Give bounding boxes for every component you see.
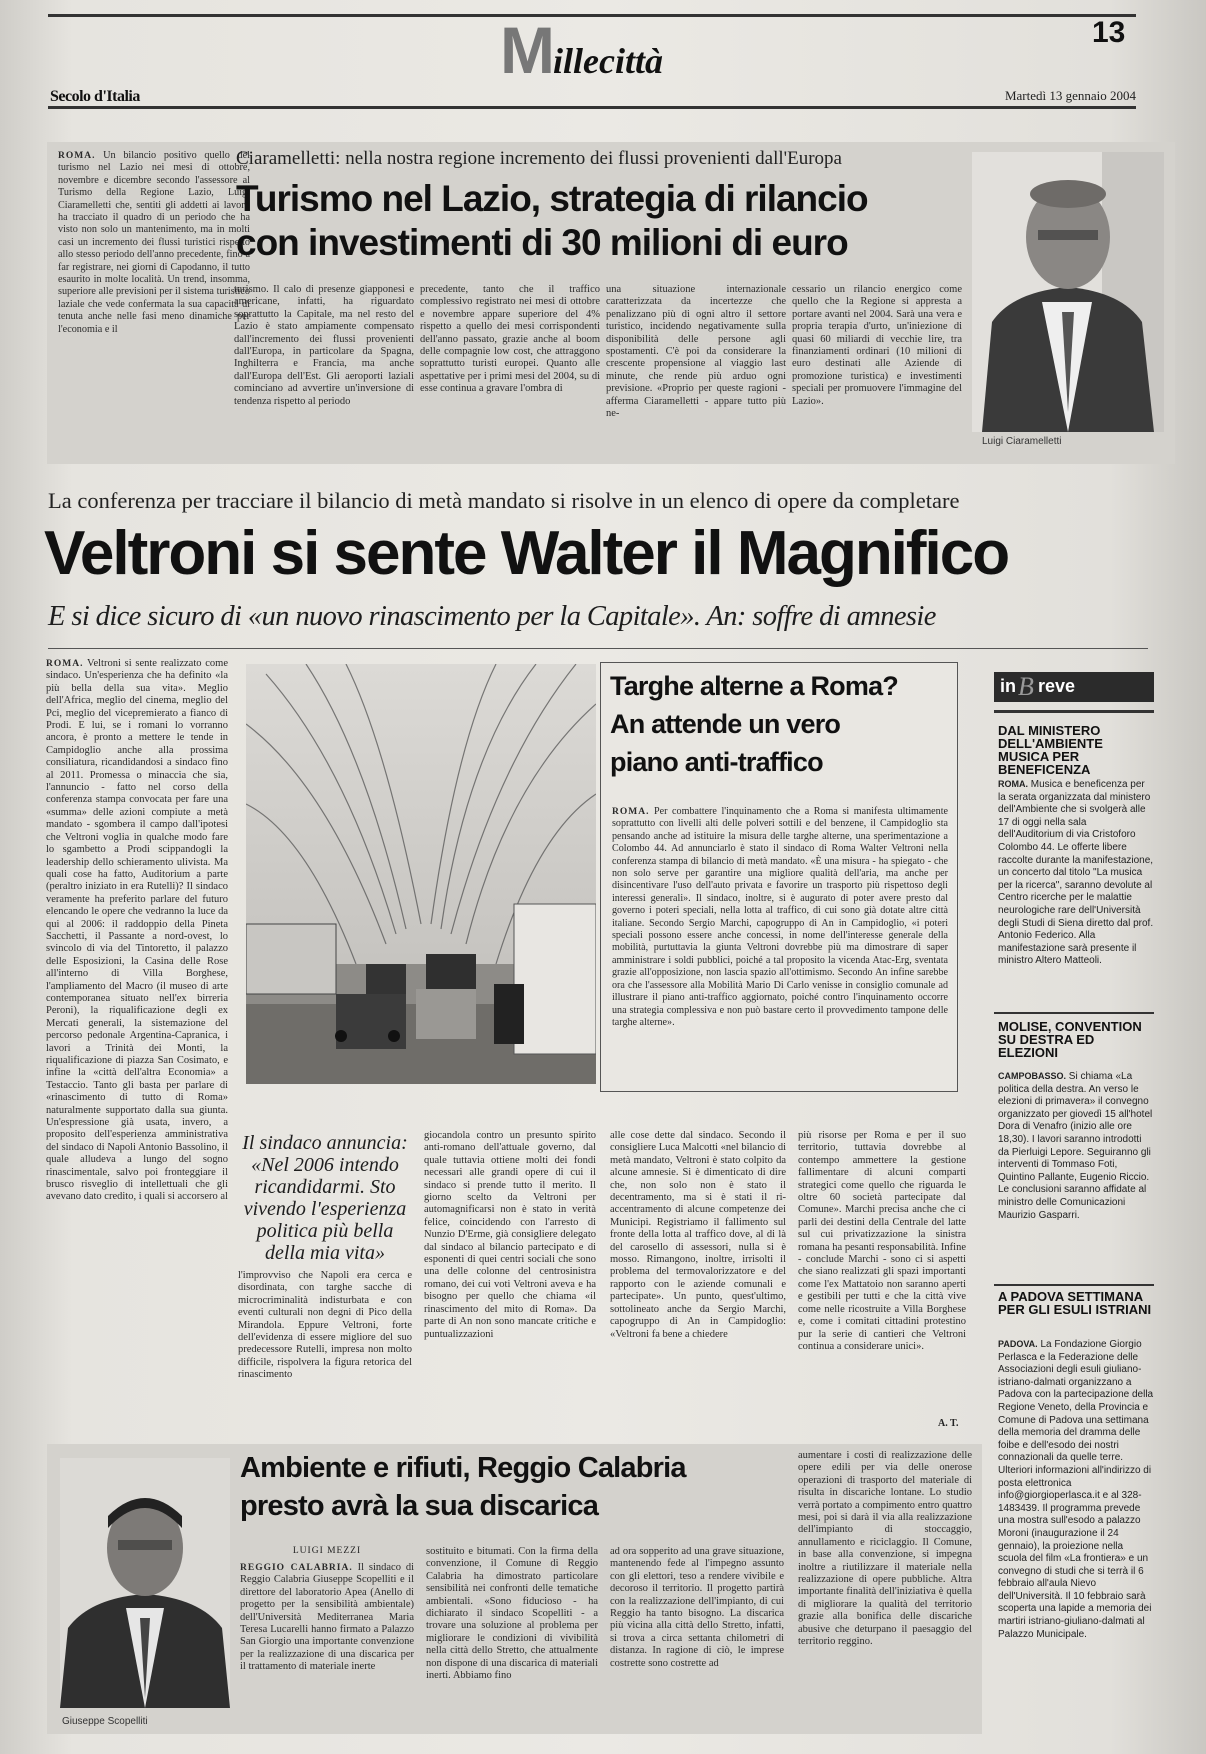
pull-quote: Il sindaco annuncia: «Nel 2006 intendo ricandidarmi. Sto vivendo l'esperienza politica più bella della mia vita» xyxy=(242,1132,408,1264)
scopelliti-caption: Giuseppe Scopelliti xyxy=(62,1716,148,1727)
brief-2-body: Si chiama «La politica della destra. An verso le elezioni di primavera» il convegno organizzato per giovedì 15 all'hotel Dora di Venafro (inizio alle ore 18,30). I lavori saranno introdotti da Pierluigi Lepore. Seguiranno gli interventi di Tommaso Foti, Quintino Pallante, Eugenio Riccio. Le conclusioni saranno affidate al ministro delle Comunicazioni Maurizio Gasparri. xyxy=(998,1071,1153,1221)
ciaramelletti-caption: Luigi Ciaramelletti xyxy=(982,436,1062,447)
brief-2-headline: MOLISE, CONVENTION SU DESTRA ED ELEZIONI xyxy=(998,1019,1142,1060)
veltroni-signature: A. T. xyxy=(938,1418,959,1429)
tourism-headline-2: con investimenti di 30 milioni di euro xyxy=(236,222,848,263)
tourism-col-4: cessario un rilancio energico come quello che la Regione si appresta a portare avanti nel 2004. Sarà una vera e propria terapia d'urto, un'iniezione di quasi 60 miliardi di vecchie lire, tra finanziamenti ordinari (10 milioni di euro destinati alle Aziende di promozione turistica) e investimenti speciali per promuovere l'immagine del Lazio». xyxy=(792,284,962,407)
main-headline-rule xyxy=(48,648,1148,649)
traffic-dateline: ROMA. xyxy=(612,807,650,817)
in-breve-initial: B xyxy=(1018,672,1034,701)
traffic-photo xyxy=(246,664,596,1084)
veltroni-left-col xyxy=(46,658,228,1436)
brief-3-dateline: PADOVA. xyxy=(998,1339,1038,1349)
traffic-image xyxy=(246,664,596,1084)
brief-3-body: La Fondazione Giorgio Perlasca e la Federazione delle Associazioni degli esuli giuliano-istriano-dalmati organizzano a Padova con la partecipazione della Regione Veneto, della Provincia e Comune di Padova una settimana della memoria del dramma delle foibe e dell'esodo dei nostri connazionali da quelle terre. Ulteriori informazioni all'indirizzo di posta elettronica info@giorgioperlasca.it e al 328-1483439. Il programma prevede una mostra sull'esodo a palazzo Moroni (inaugurazione il 24 gennaio), la proiezione nella scuola del film «La frontiera» e un convegno di studi che si terrà il 6 febbraio all'aula Nievo dell'Università. Il 10 febbraio sarà scoperta una lapide a memoria dei martiri istriano-giuliano-dalmati al Palazzo Municipale. xyxy=(998,1339,1154,1640)
veltroni-col-c: giocandola contro un presunto spirito anti-romano dell'attuale governo, dal quale tuttavia ottiene molti dei fondi necessari alle grandi opere di cui il sindaco si prende tutto il merito. Il giorno scelto da Veltroni per automagnificarsi non è stato in verità felice, coincidendo con l'arresto di Nunzio D'Erme, già consigliere delegato dal sindaco al bilancio partecipato e di esponenti di quei centri sociali che sono una delle colonne del centrosinistra romano, dei cui voti Veltroni aveva e ha bisogno per quello che chiama «il rinascimento del mito di Roma». Da parte di An non sono mancate critiche e puntualizzazioni xyxy=(424,1130,596,1340)
tourism-kicker: Ciaramelletti: nella nostra regione incremento dei flussi provenienti dall'Europa xyxy=(236,148,842,169)
main-headline: Veltroni si sente Walter il Magnifico xyxy=(44,519,1009,588)
ciaramelletti-photo xyxy=(972,152,1164,432)
traffic-headline-2: An attende un vero xyxy=(610,709,841,739)
scopelliti-image xyxy=(60,1458,230,1708)
portrait-image xyxy=(972,152,1164,432)
reggio-headline-2: presto avrà la sua discarica xyxy=(240,1490,599,1522)
reggio-col-3: ad ora sopperito ad una grave situazione, mantenendo fede al l'impegno assunto con gli elettori, teso a rendere vivibile e decoroso il territorio. Il progetto partirà con la realizzazione dell'impianto, di cui Reggio ha tanto bisogno. La discarica più vicina alla città dello Stretto, infatti, si trova a circa settanta chilometri di distanza. In ragione di ciò, le imprese costrette sono costrette ad xyxy=(610,1546,784,1669)
brief-1-dateline: ROMA. xyxy=(998,779,1028,789)
scopelliti-photo xyxy=(60,1458,230,1708)
traffic-body-text: Per combattere l'inquinamento che a Roma si manifesta ultimamente soprattutto con livelli alti delle polveri sottili e del benzene, il Campidoglio sta pensando anche ad istituire la misura delle targhe alterne, una sperimentazione a Colombo 44. Ad annunciarlo è stato il sindaco di Roma Walter Veltroni nella conferenza stampa di bilancio di metà mandato. «È una misura - ha spiegato - che non solo serve per garantire una migliore qualità dell'aria, ma anche per disincentivare l'uso dell'auto privata e favorire un trasporto più rispettoso degli interessi generali». Il sindaco, inoltre, si è augurato di poter avere presto dal governo i poteri speciali, nella lotta al traffico, di cui sono già dotate altre città italiane. Secondo Sergio Marchi, capogruppo di An in Campidoglio, «i poteri speciali possono essere anche concessi, in nome dell'interesse generale della mobilità, purtuttavia la giunta Veltroni dovrebbe più ma dimostrare di saper amministrare i soldi pubblici, poiché a tal proposito la vicenda Atac-Erg, sventata grazie all'opposizione, non lascia spazio all'ottimismo. Secondo An infine sarebbe ora che l'assessore alla Mobilità Mario Di Carlo venisse in consiglio comunale ad illustrare il piano anti-traffico aggiornato, poiché contro l'inquinamento occorre una strategia complessiva e non può bastare certo il provvedimento tampone delle targhe alterne». xyxy=(612,806,948,1028)
brief-rule-1 xyxy=(994,1012,1154,1014)
traffic-body xyxy=(612,806,948,1082)
page-number: 13 xyxy=(1092,16,1126,49)
reggio-col-1-text: Il sindaco di Reggio Calabria Giuseppe Scopelliti e il direttore del laboratorio Apea (Anello di progetto per la sensibilità ambientale) dell'Università Mediterranea Maria Teresa Lucarelli hanno firmato a Palazzo San Giorgio una importante convenzione per la realizzazione di una discarica per il trattamento di materiale inerte xyxy=(240,1562,414,1673)
main-subheadline: E si dice sicuro di «un nuovo rinascimento per la Capitale». An: soffre di amnesie xyxy=(48,601,936,632)
veltroni-dateline: ROMA. xyxy=(46,659,84,669)
brief-1-text xyxy=(998,778,1154,1006)
tourism-intro-text: Un bilancio positivo quello del turismo nel Lazio nei mesi di ottobre, novembre e dicembre secondo l'assessore al Turismo della Regione Lazio, Luigi Ciaramelletti che, sentiti gli addetti ai lavori, ha tracciato il quadro di un periodo che ha visto non solo un mantenimento, ma in molti casi un incremento dei flussi turistici rispetto allo stesso periodo dell'anno precedente, fino a far registrare, nei giorni di Capodanno, il tutto esaurito in molte località. Un trend, insomma, superiore alle previsioni per il sistema turistico laziale che vede confermata la sua capacità di tenuta anche nelle fasi meno dinamiche per l'economia e il xyxy=(58,150,250,335)
tourism-headline-1: Turismo nel Lazio, strategia di rilancio xyxy=(236,178,868,219)
reggio-byline: LUIGI MEZZI xyxy=(292,1546,362,1556)
reggio-col-4: aumentare i costi di realizzazione delle opere edili per via delle onerose operazioni di trasporto del materiale di risulta in discariche lontane. Lo studio verrà portato a compimento entro quattro mesi, poi si darà il via alla realizzazione dell'impianto di stoccaggio, annullamento e riciclaggio. Il Comune, in base alla convenzione, si impegna inoltre a riutilizzare il materiale nella realizzazione di opere pubbliche. Altra importante finalità dell'iniziativa è quella di migliorare la qualità del territorio grazie alla bonifica delle discariche abusive che deturpano il paesaggio del territorio reggino. xyxy=(798,1450,972,1648)
section-title-initial: M xyxy=(500,13,553,87)
reggio-dateline: REGGIO CALABRIA. xyxy=(240,1563,353,1573)
brief-1-body: Musica e beneficenza per la serata organizzata dal ministero dell'Ambiente che si svolgerà alle 17 di oggi nella sala dell'Auditorium di via Cristoforo Colombo 44. Le offerte libere raccolte durante la manifestazione, un concerto dal titolo "La musica per la ricerca", saranno devolute al Centro ricerche per le malattie neurologiche rare dell'Università degli Studi di Siena diretto dal prof. Antonio Federico. Alla manifestazione sarà presente il ministro Altero Matteoli. xyxy=(998,779,1154,967)
section-title xyxy=(500,13,663,87)
reggio-col-2: sostituito e bitumati. Con la firma della convenzione, il Comune di Reggio Calabria ha dimostrato particolare sensibilità nei confronti delle tematiche ambientali. «Sono fiducioso - ha dichiarato il sindaco Scopelliti - a trovare una soluzione al problema per migliorare le condizioni di vivibilità nella città dello Stretto, che attualmente non dispone di una discarica di materiali inerti. Abbiamo fino xyxy=(426,1546,598,1682)
reggio-headline-1: Ambiente e rifiuti, Reggio Calabria xyxy=(240,1452,686,1484)
veltroni-quote-col: l'improvviso che Napoli era cerca e disordinata, con targhe sacche di microcriminalità indisturbata e con eventi culturali non degni di Pico della Mirandola. Eppure Veltroni, forte dell'evidenza di essere migliore del suo predecessore Rutelli, impresa non molto difficile, rispolvera la figura retorica del rinascimento xyxy=(238,1270,412,1381)
brief-2-dateline: CAMPOBASSO. xyxy=(998,1071,1067,1081)
brief-3-headline: A PADOVA SETTIMANA PER GLI ESULI ISTRIANI xyxy=(998,1289,1152,1317)
in-breve-rest: reve xyxy=(1038,676,1076,696)
issue-date: Martedì 13 gennaio 2004 xyxy=(1004,88,1136,103)
traffic-headline-3: piano anti-traffico xyxy=(610,747,823,777)
tourism-col-3: una situazione internazionale caratterizzata da incertezze che penalizzano più di ogni altro il settore turistico, incidendo negativamente sulla disponibilità delle persone agli spostamenti. C'è poi da considerare la crescente propensione al viaggio last minute, che rende più arduo ogni previsione. «Proprio per queste ragioni - afferma Ciaramelletti - appare tutto più ne- xyxy=(606,284,786,420)
top-rule xyxy=(48,14,1136,17)
reggio-col-1 xyxy=(240,1562,414,1726)
brief-1-headline: DAL MINISTERO DELL'AMBIENTE MUSICA PER BENEFICENZA xyxy=(998,723,1103,777)
veltroni-col-e: più risorse per Roma e per il suo territorio, tuttavia dovrebbe al contempo ammettere la gestione fallimentare di alcuni comparti strategici come quello che riguarda le oltre 60 società partecipate dal Comune». Marchi precisa anche che ci parli dei destini della Centrale del latte sul cui privatizzazione la sinistra romana ha pesanti responsabilità. Infine - conclude Marchi - sono ci si aspetti che siano realizzati gli spazi importanti come l'ex Mattatoio non saranno aperti e gestibili per tutti e che la città vive come nelle ricostruite a Villa Borghese e, come i comitati cittadini protestino pur la serie di cantieri che Veltroni continua a considerare unici». xyxy=(798,1130,966,1352)
tourism-dateline: ROMA. xyxy=(58,151,96,161)
traffic-headline-1: Targhe alterne a Roma? xyxy=(610,671,898,701)
brief-3-text xyxy=(998,1338,1154,1720)
in-breve-prefix: in xyxy=(1000,676,1016,696)
veltroni-col-d: alle cose dette dal sindaco. Secondo il consigliere Luca Malcotti «nel bilancio di metà mandato, Veltroni è stato colpito da alcune amnesie. Si è dimenticato di dire che, non solo non è stato il decentramento, ma si è stati il ri-accentramento di alcune competenze dei Municipi. Registriamo il fallimento sul fronte della lotta al traffico dove, al di là del carosello di assessori, nulla si è mosso. Rimangono, inoltre, irrisolti il problema del termovalorizzatore e del rapporto con le aziende comunali e partecipate». Un punto, quest'ultimo, sottolineato anche da Sergio Marchi, capogruppo di An in Campidoglio: «Veltroni fa bene a chiedere xyxy=(610,1130,786,1340)
brief-rule-2 xyxy=(994,1284,1154,1286)
newspaper-name: Secolo d'Italia xyxy=(50,88,140,105)
brief-2-text xyxy=(998,1070,1154,1278)
in-breve-header xyxy=(994,672,1154,702)
section-title-rest: illecittà xyxy=(552,41,663,81)
veltroni-left-text: Veltroni si sente realizzato come sindaco. Un'esperienza che ha definito «la più bella della sua vita». Meglio dell'Africa, meglio del cinema, meglio del Pci, meglio del vicepremierato a fianco di Prodi. E lui, se i romani lo vorranno ancora, è pronto a mettere le tende in Campidoglio anche alla prossima consiliatura, ricandidandosi a sindaco fino al 2011. Promessa o minaccia che sia, l'annuncio - fatto nel corso della conferenza stampa convocata per fare una «summa» delle azioni compiute a metà mandato - sgombera il campo dall'ipotesi che Veltroni voglia in qualche modo fare lo sgambetto a Prodi scippandogli la leadership dello schieramento ulivista. Ma quali cose ha fatto, Auditorium a parte (peraltro iniziato in era Rutelli)? Il sindaco veramente ha preferito parlare del futuro elencando le opere che vedranno la luce da qui al 2006: il raddoppio della Pineta Sacchetti, il Passante a nord-ovest, lo svincolo di via del Tintoretto, il palazzo delle Esposizioni, la Casina delle Rose all'interno di Villa Borghese, l'ampliamento del Macro (il museo di arte contemporanea situato nell'ex birreria Peroni), la riqualificazione degli ex Mercati generali, la sistemazione del percorso pedonale Argentina-Capranica, i lavori a Trinità dei Monti, la riqualificazione di piazza San Cosimato, e infine la «città dell'altra Economia» a Testaccio. Tanto gli basta per parlare di «rinascimento di tutto di Roma» naturalmente supportato dalla sua giunta. Un'espressione già usata, invero, a proposito dell'esperienza amministrativa del sindaco di Napoli Antonio Bassolino, il quale alludeva a lungo del sogno rinascimentale, salvo poi fronteggiare il brusco risveglio di intellettuali che gli avevano dato credito, i quali si accorsero al xyxy=(46,658,228,1203)
main-kicker: La conferenza per tracciare il bilancio di metà mandato si risolve in un elenco di opere da completare xyxy=(48,488,960,513)
tourism-intro xyxy=(58,150,250,455)
in-breve-rule xyxy=(994,710,1154,713)
tourism-col-2: precedente, tanto che il traffico complessivo registrato nei mesi di ottobre e novembre appare superiore del 4% rispetto a quello dei mesi corrispondenti dell'anno passato, grazie anche al boom delle compagnie low cost, che attraggono soprattutto turisti europei. Quanto alle aspettative per i primi mesi del 2004, su di esse continua a gravare l'ombra di xyxy=(420,284,600,395)
tourism-col-1: turismo. Il calo di presenze giapponesi e americane, infatti, ha riguardato soprattutto la Capitale, ma nel resto del Lazio è stato ampiamente compensato dall'incremento dei flussi provenienti dall'Europa, in particolare da Spagna, Inghilterra e Francia, ma anche dall'Europa dell'Est. Gli aeroporti laziali cominciano ad avvertire un'inversione di tendenza rispetto al periodo xyxy=(234,284,414,407)
header-rule xyxy=(48,106,1136,109)
